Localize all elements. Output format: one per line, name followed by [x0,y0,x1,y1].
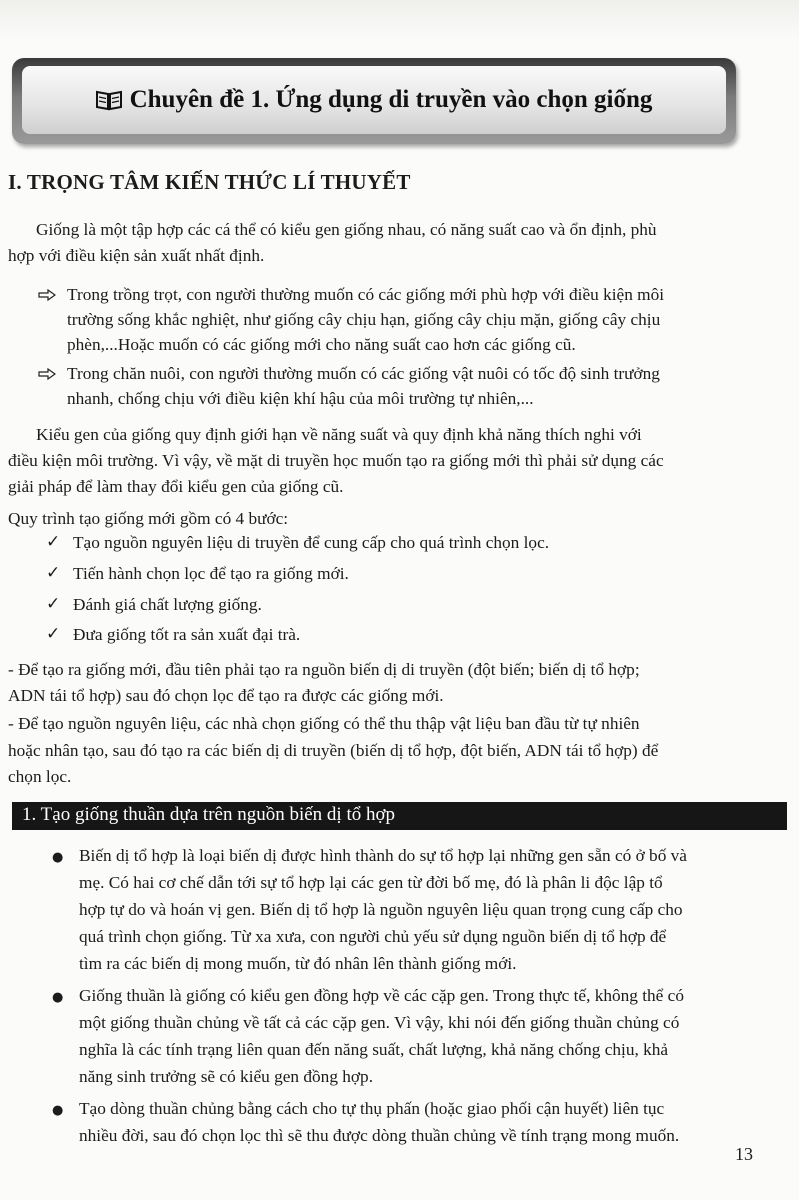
bullet-2-line-1: Giống thuần là giống có kiểu gen đồng hợp về các cặp gen. Trong thực tế, không thể có [79,986,684,1005]
genotype-line-2: điều kiện môi trường. Vì vậy, về mặt di truyền học muốn tạo ra giống mới thì phải sử dụng các [8,451,664,470]
process-step-3: Đánh giá chất lượng giống. [73,595,262,614]
chapter-banner [12,58,736,144]
arrow-item-2-line-2: nhanh, chống chịu với điều kiện khí hậu của môi trường tự nhiên,... [67,389,534,408]
check-icon: ✓ [46,563,61,583]
chapter-title: Chuyên đề 1. Ứng dụng di truyền vào chọn giống [129,86,653,113]
arrow-icon [38,368,56,380]
bullet-1-line-3: hợp tự do và hoán vị gen. Biến dị tổ hợp là nguồn nguyên liệu quan trọng cung cấp cho [79,900,683,919]
bullet-icon: ● [52,990,64,1005]
subsection-bar [12,802,787,830]
bullet-2-line-2: một giống thuần chủng về tất cả các cặp gen. Vì vậy, khi nói đến giống thuần chủng có [79,1013,680,1032]
bullet-1-line-4: quá trình chọn giống. Từ xa xưa, con người chủ yếu sử dụng nguồn biến dị tổ hợp để [79,927,667,946]
arrow-item-1-line-2: trường sống khắc nghiệt, như giống cây chịu hạn, giống cây chịu mặn, giống cây chịu [67,310,661,329]
chapter-title-row [96,86,653,114]
bullet-1-line-2: mẹ. Có hai cơ chế dẫn tới sự tổ hợp lại các gen từ đời bố mẹ, đó là phân li độc lập tổ [79,873,663,892]
bullet-3-line-2: nhiều đời, sau đó chọn lọc thì sẽ thu được dòng thuần chủng về tính trạng mong muốn. [79,1126,680,1145]
dash-2-line-1: - Để tạo nguồn nguyên liệu, các nhà chọn giống có thể thu thập vật liệu ban đầu từ tự nhiên [8,714,640,733]
arrow-icon [38,289,56,301]
open-book-icon [96,89,122,111]
check-icon: ✓ [46,594,61,614]
process-intro: Quy trình tạo giống mới gồm có 4 bước: [8,509,289,528]
process-step-2: Tiến hành chọn lọc để tạo ra giống mới. [73,564,349,583]
arrow-item-1-line-3: phèn,...Hoặc muốn có các giống mới cho năng suất cao hơn các giống cũ. [67,335,576,354]
check-icon: ✓ [46,532,61,552]
bullet-3-line-1: Tạo dòng thuần chủng bằng cách cho tự thụ phấn (hoặc giao phối cận huyết) liên tục [79,1099,665,1118]
subsection-title: 1. Tạo giống thuần dựa trên nguồn biến dị tổ hợp [22,804,396,825]
chapter-banner-inner [22,66,726,134]
bullet-icon: ● [52,850,64,865]
process-step-1: Tạo nguồn nguyên liệu di truyền để cung cấp cho quá trình chọn lọc. [73,533,550,552]
page-top-shadow [0,0,799,40]
genotype-line-1: Kiểu gen của giống quy định giới hạn về năng suất và quy định khả năng thích nghi với [36,425,642,444]
process-step-4: Đưa giống tốt ra sản xuất đại trà. [73,625,301,644]
bullet-1-line-5: tìm ra các biến dị mong muốn, từ đó nhân lên thành giống mới. [79,954,517,973]
check-icon: ✓ [46,624,61,644]
dash-2-line-2: hoặc nhân tạo, sau đó tạo ra các biến dị di truyền (biến dị tổ hợp, đột biến, ADN tái tổ hợp) để [8,741,659,760]
bullet-icon: ● [52,1103,64,1118]
bullet-2-line-3: nghĩa là các tính trạng liên quan đến năng suất, chất lượng, khả năng chống chịu, khả [79,1040,669,1059]
intro-line-1: Giống là một tập hợp các cá thể có kiểu gen giống nhau, có năng suất cao và ổn định, phù [36,220,657,239]
dash-1-line-2: ADN tái tổ hợp) sau đó chọn lọc để tạo ra được các giống mới. [8,686,444,705]
bullet-2-line-4: năng sinh trưởng sẽ có kiểu gen đồng hợp. [79,1067,374,1086]
intro-line-2: hợp với điều kiện sản xuất nhất định. [8,246,265,265]
section-heading: I. TRỌNG TÂM KIẾN THỨC LÍ THUYẾT [8,170,411,194]
page-number: 13 [735,1144,753,1164]
arrow-item-1-line-1: Trong trồng trọt, con người thường muốn có các giống mới phù hợp với điều kiện môi [67,285,665,304]
dash-2-line-3: chọn lọc. [8,767,72,786]
genotype-line-3: giải pháp để làm thay đổi kiểu gen của giống cũ. [8,477,344,496]
arrow-item-2-line-1: Trong chăn nuôi, con người thường muốn có các giống vật nuôi có tốc độ sinh trưởng [67,364,660,383]
dash-1-line-1: - Để tạo ra giống mới, đầu tiên phải tạo ra nguồn biến dị di truyền (đột biến; biến dị tổ hợp; [8,660,640,679]
bullet-1-line-1: Biến dị tổ hợp là loại biến dị được hình thành do sự tổ hợp lại những gen sẵn có ở bố và [79,846,687,865]
